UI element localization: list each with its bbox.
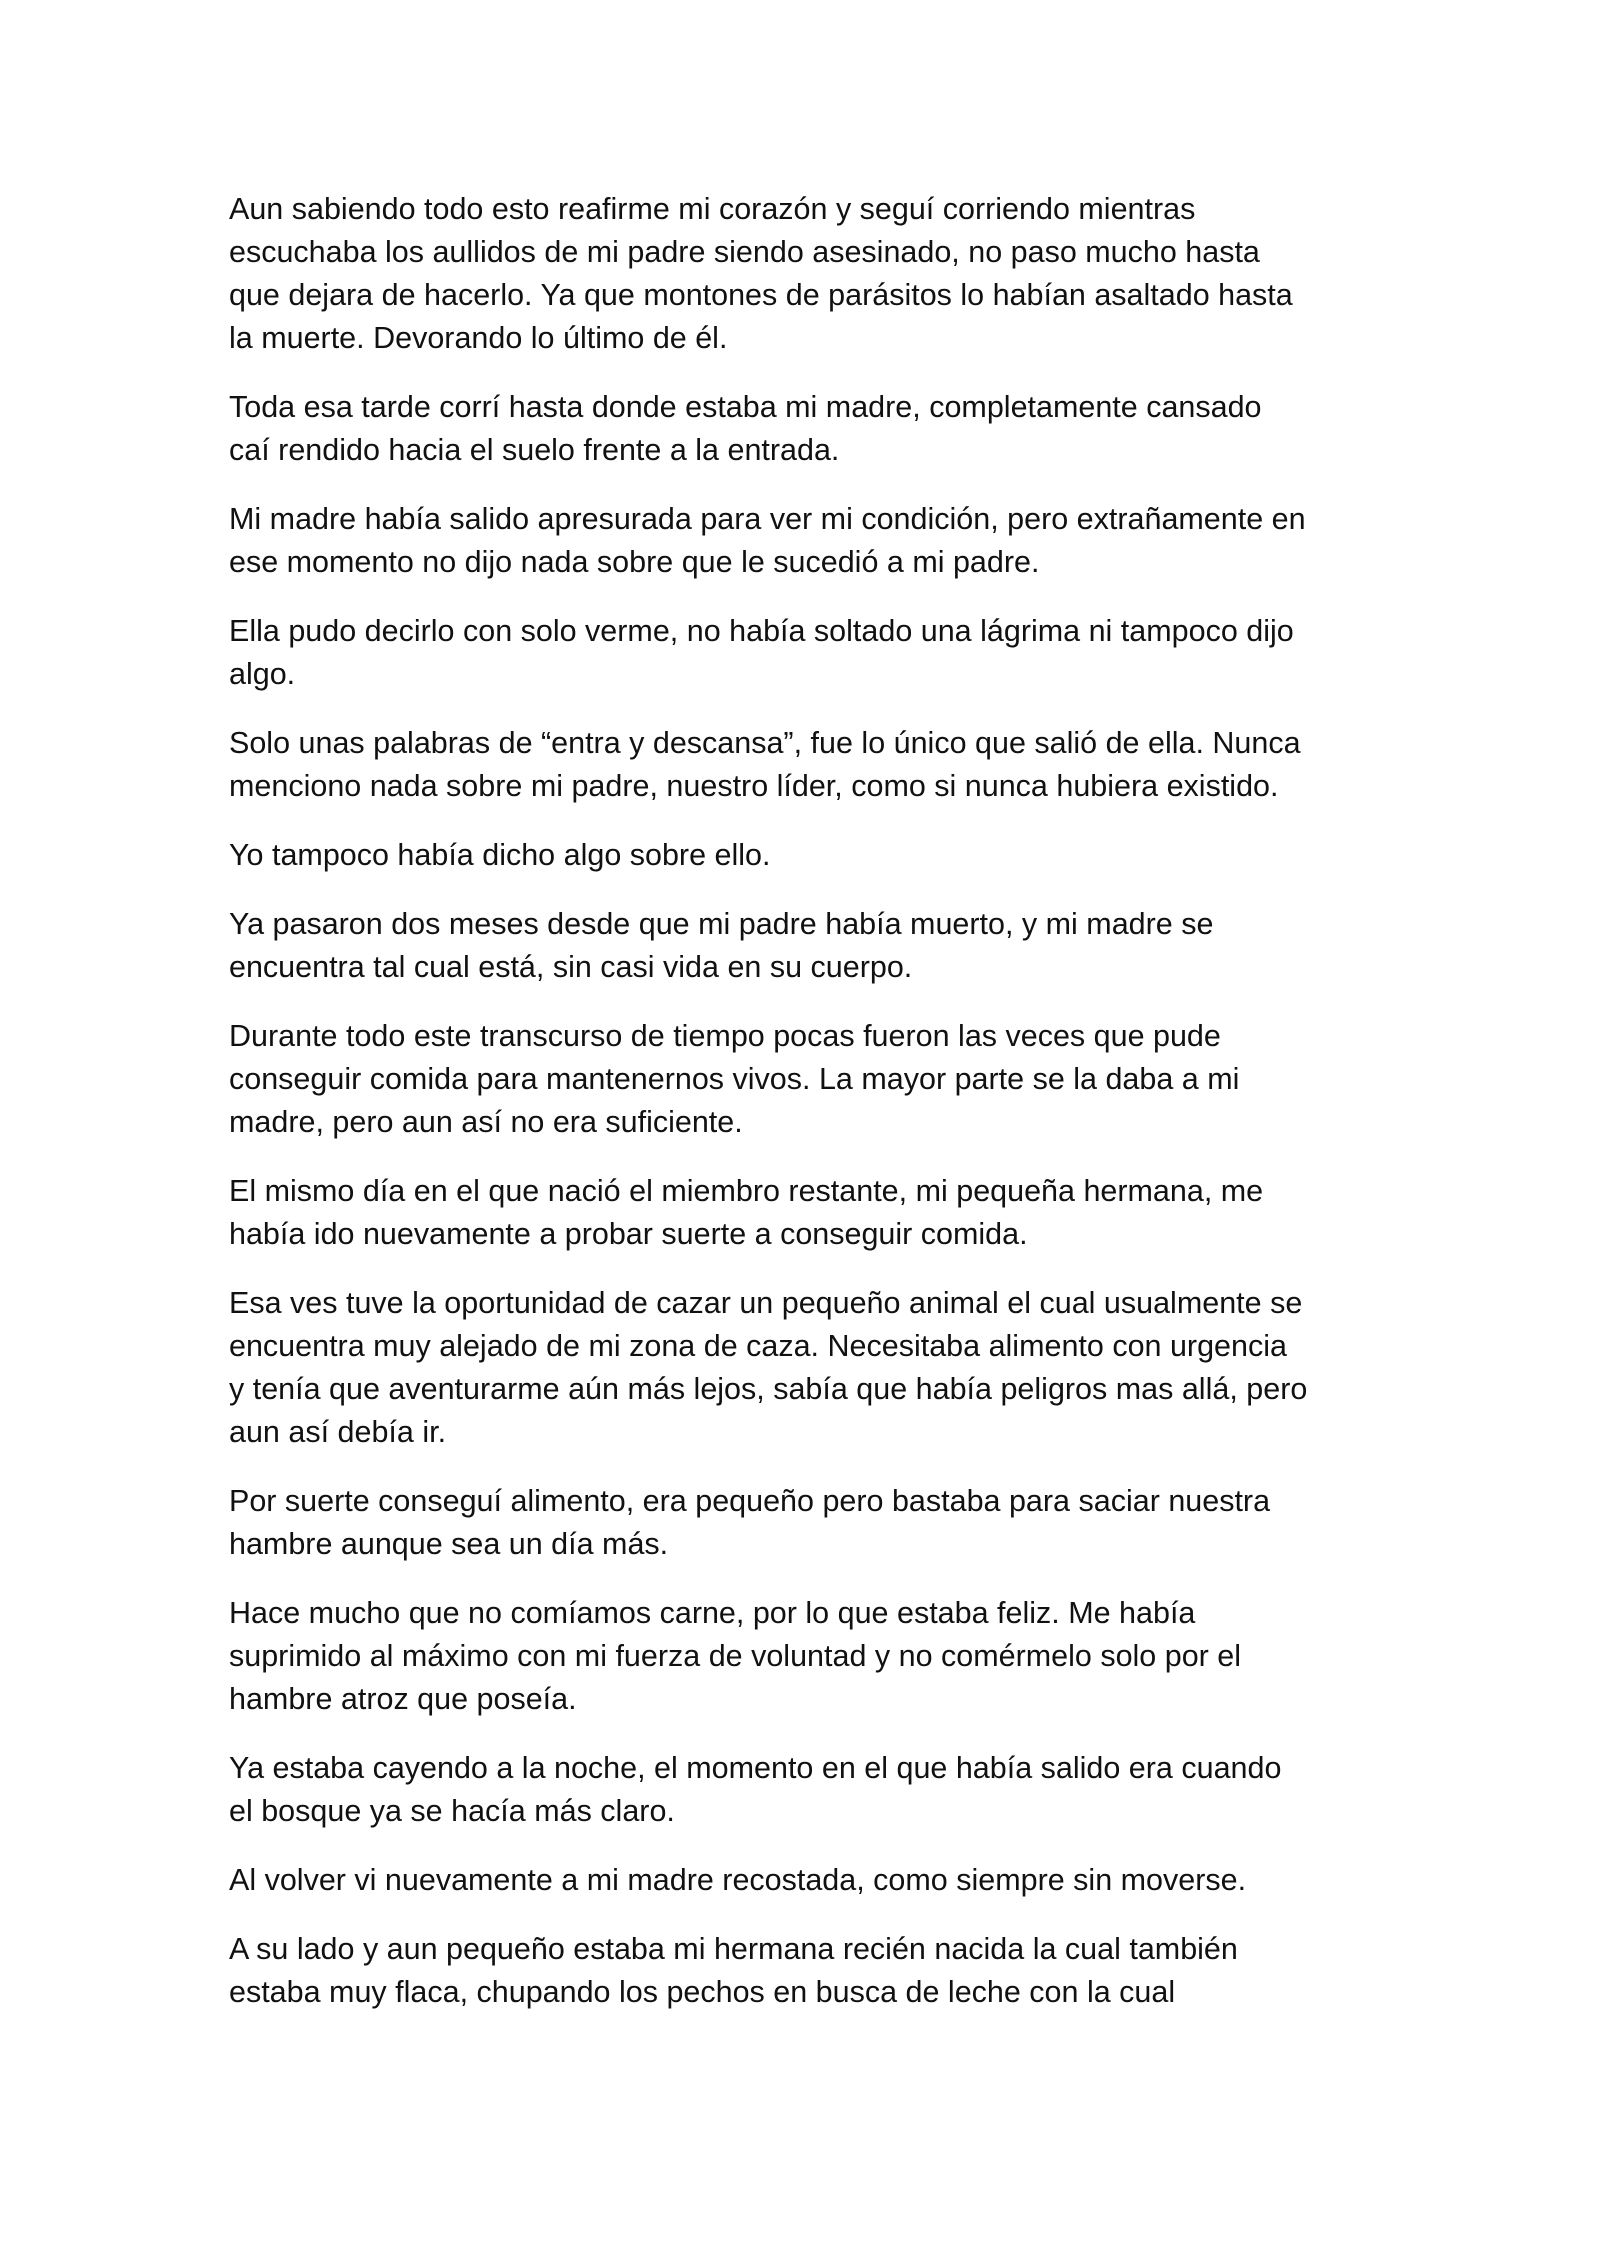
paragraph: Durante todo este transcurso de tiempo pocas fueron las veces que pude conseguir comida para mantenernos vivos. La mayor parte se la daba a mi madre, pero aun así no era suficiente. [229,1019,1240,1139]
paragraph: Esa ves tuve la oportunidad de cazar un pequeño animal el cual usualmente se encuentra muy alejado de mi zona de caza. Necesitaba alimento con urgencia y tenía que aventurarme aún más lejos, sabía que había peligros mas allá, pero aun así debía ir. [229,1286,1308,1449]
paragraph: Solo unas palabras de “entra y descansa”, fue lo único que salió de ella. Nunca menciono nada sobre mi padre, nuestro líder, como si nunca hubiera existido. [229,726,1301,803]
paragraph: Hace mucho que no comíamos carne, por lo que estaba feliz. Me había suprimido al máximo con mi fuerza de voluntad y no comérmelo solo por el hambre atroz que poseía. [229,1596,1242,1716]
paragraph: Mi madre había salido apresurada para ver mi condición, pero extrañamente en ese momento no dijo nada sobre que le sucedió a mi padre. [229,502,1306,579]
paragraph: Aun sabiendo todo esto reafirme mi corazón y seguí corriendo mientras escuchaba los aullidos de mi padre siendo asesinado, no paso mucho hasta que dejara de hacerlo. Ya que montones de parásitos lo habían asaltado hasta la muerte. Devorando lo último de él. [229,192,1293,355]
paragraph: Por suerte conseguí alimento, era pequeño pero bastaba para saciar nuestra hambre aunque sea un día más. [229,1484,1271,1561]
paragraph: Toda esa tarde corrí hasta donde estaba mi madre, completamente cansado caí rendido hacia el suelo frente a la entrada. [229,390,1262,467]
paragraph: Al volver vi nuevamente a mi madre recostada, como siempre sin moverse. [229,1863,1247,1897]
document-body [229,188,1379,2040]
paragraph: Ya pasaron dos meses desde que mi padre había muerto, y mi madre se encuentra tal cual está, sin casi vida en su cuerpo. [229,907,1214,984]
paragraph: Ella pudo decirlo con solo verme, no había soltado una lágrima ni tampoco dijo algo. [229,614,1294,691]
paragraph: El mismo día en el que nació el miembro restante, mi pequeña hermana, me había ido nuevamente a probar suerte a conseguir comida. [229,1174,1264,1251]
paragraph: A su lado y aun pequeño estaba mi hermana recién nacida la cual también estaba muy flaca, chupando los pechos en busca de leche con la cual [229,1932,1238,2009]
paragraph: Ya estaba cayendo a la noche, el momento en el que había salido era cuando el bosque ya se hacía más claro. [229,1751,1282,1828]
paragraph: Yo tampoco había dicho algo sobre ello. [229,838,771,872]
